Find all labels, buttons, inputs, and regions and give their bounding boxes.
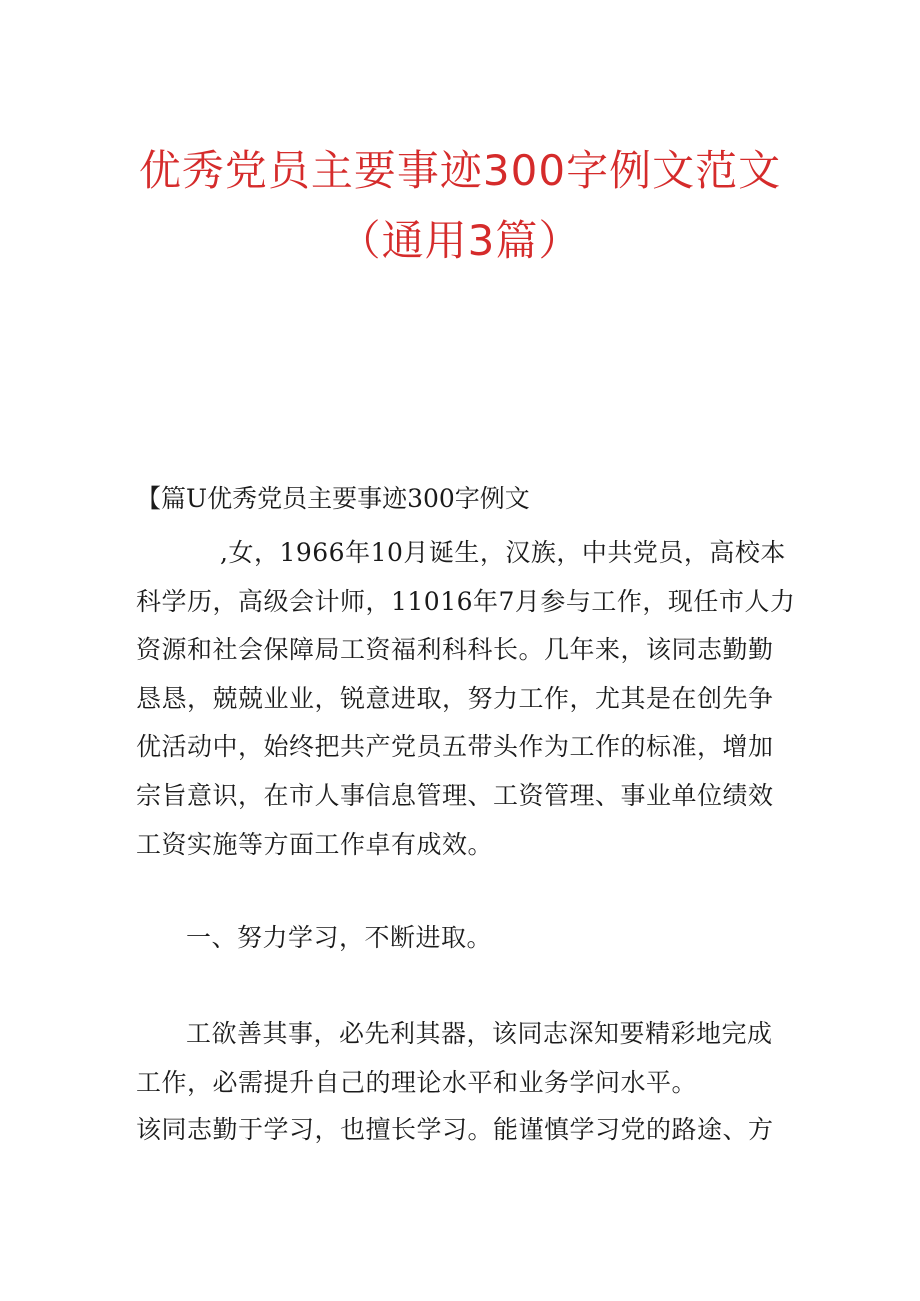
article-heading: 【篇U优秀党员主要事迹300字例文 [136,484,530,513]
document-subtitle: （通用3篇） [338,216,582,265]
document-title: 优秀党员主要事迹300字例文范文 [138,146,782,195]
section-heading-1: 一、努力学习，不断进取。 [186,923,493,952]
paragraph-continued: 该同志勤于学习，也擅长学习。能谨慎学习党的路途、方 [136,1115,774,1144]
paragraph-intro: ,女，1966年10月诞生，汉族，中共党员，高校本科学历，高级会计师，11016年7月参与工作，现任市人力资源和社会保障局工资福利科科长。几年来，该同志勤勤恳恳，兢兢业业，锐意进取，努力工作，尤其是在创先争优活动中，始终把共产党员五带头作为工作的标准，增加宗旨意识，在市人事信息管理、工资管理、事业单位绩效工资实施等方面工作卓有成效。 [136,538,796,859]
paragraph-study: 工欲善其事，必先利其器，该同志深知要精彩地完成工作，必需提升自己的理论水平和业务学问水平。 [136,1019,773,1097]
